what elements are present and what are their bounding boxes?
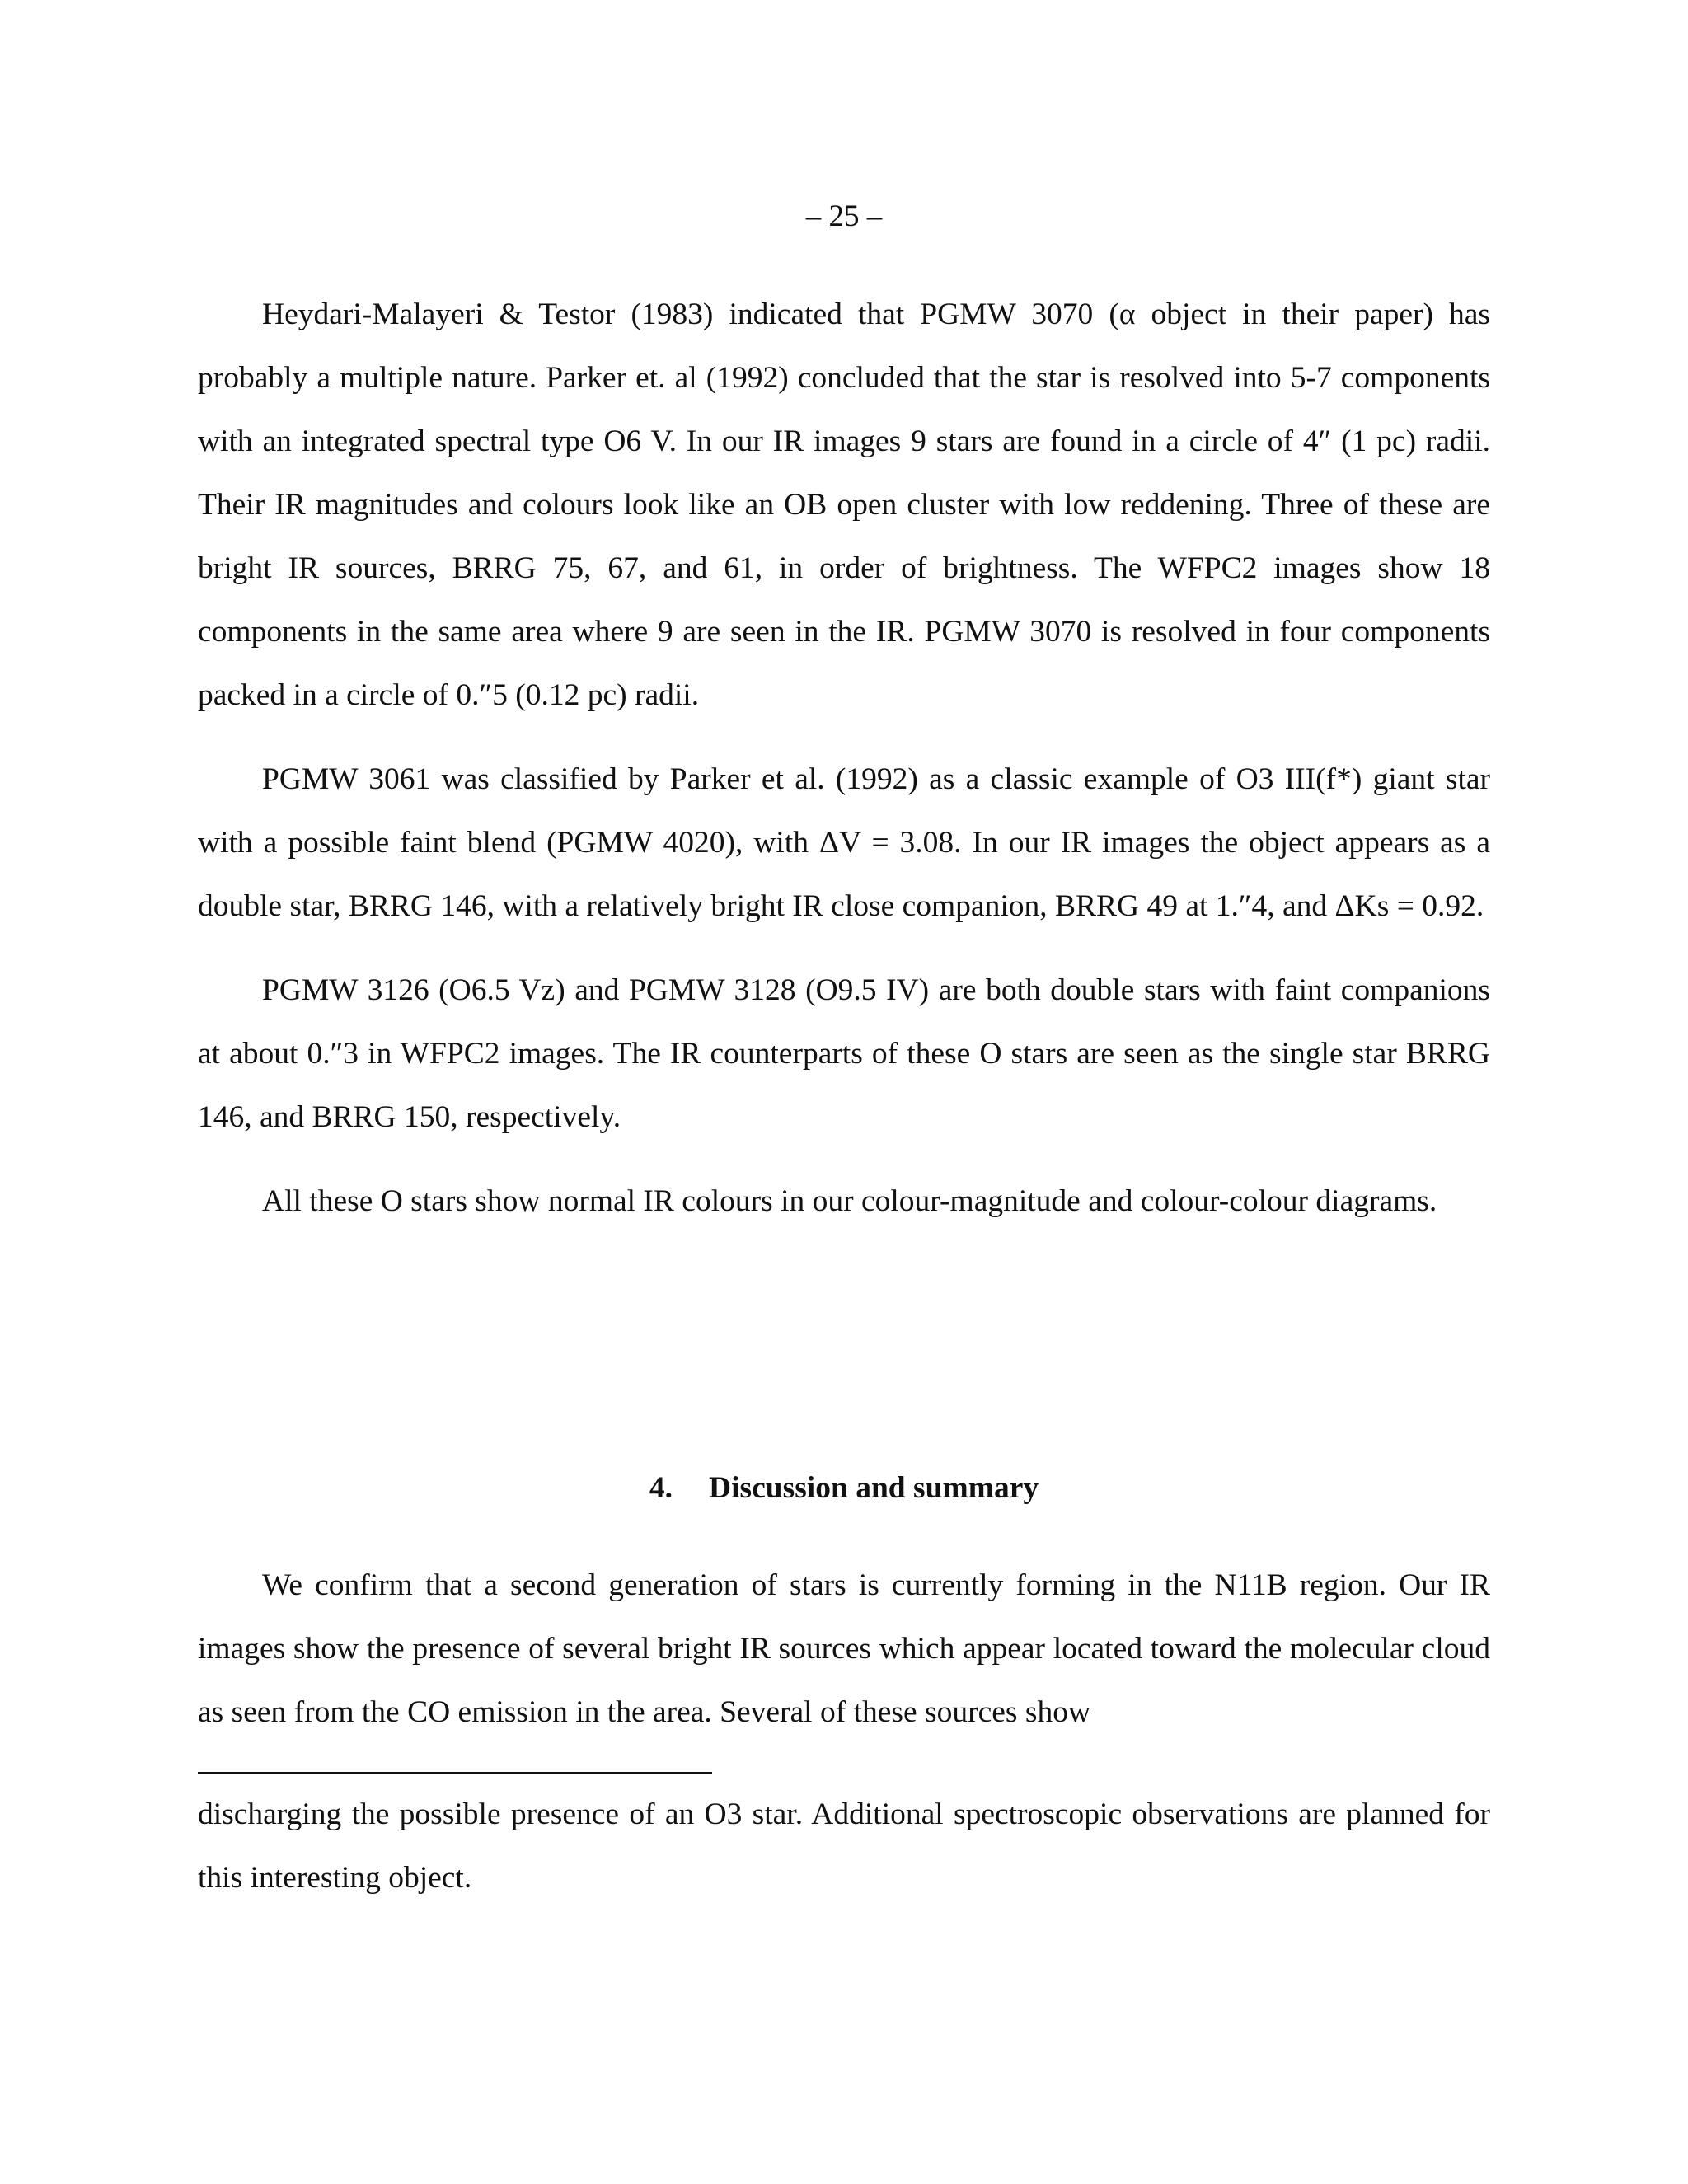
- footnote-rule: [198, 1772, 712, 1774]
- paragraph-o-stars-colours: All these O stars show normal IR colours in our colour-magnitude and colour-colour diagrams.: [262, 1184, 1437, 1218]
- section-title: Discussion and summary: [709, 1471, 1039, 1505]
- section-number: 4.: [649, 1471, 673, 1505]
- page-number: – 25 –: [805, 199, 883, 233]
- paragraph-pgmw3126-3128: PGMW 3126 (O6.5 Vz) and PGMW 3128 (O9.5 IV) are both double stars with faint companions at about 0.″3 in WFPC2 images. The IR counterparts of these O stars are seen as the single star BRRG 146, and BRRG 150, respectively.: [198, 973, 1490, 1134]
- paragraph-discussion: We confirm that a second generation of stars is currently forming in the N11B region. Our IR images show the presence of several bright IR sources which appear located toward the molecular cloud as seen from the CO emission in the area. Several of these sources show: [198, 1568, 1490, 1729]
- section-heading: [0, 1464, 1688, 1513]
- body-text-upper: [198, 283, 1490, 1233]
- footnote-block: [198, 1783, 1490, 1910]
- footnote-text: discharging the possible presence of an O3 star. Additional spectroscopic observations are planned for this interesting object.: [198, 1797, 1490, 1895]
- body-text-section: [198, 1554, 1490, 1744]
- paragraph-pgmw3070: Heydari-Malayeri & Testor (1983) indicated that PGMW 3070 (α object in their paper) has probably a multiple nature. Parker et. al (1992) concluded that the star is resolved into 5-7 components with an integrated spectral type O6 V. In our IR images 9 stars are found in a circle of 4″ (1 pc) radii. Their IR magnitudes and colours look like an OB open cluster with low reddening. Three of these are bright IR sources, BRRG 75, 67, and 61, in order of brightness. The WFPC2 images show 18 components in the same area where 9 are seen in the IR. PGMW 3070 is resolved in four components packed in a circle of 0.″5 (0.12 pc) radii.: [198, 298, 1490, 712]
- paragraph-pgmw3061: PGMW 3061 was classified by Parker et al. (1992) as a classic example of O3 III(f*) giant star with a possible faint blend (PGMW 4020), with ΔV = 3.08. In our IR images the object appears as a double star, BRRG 146, with a relatively bright IR close companion, BRRG 49 at 1.″4, and ΔKs = 0.92.: [198, 762, 1490, 923]
